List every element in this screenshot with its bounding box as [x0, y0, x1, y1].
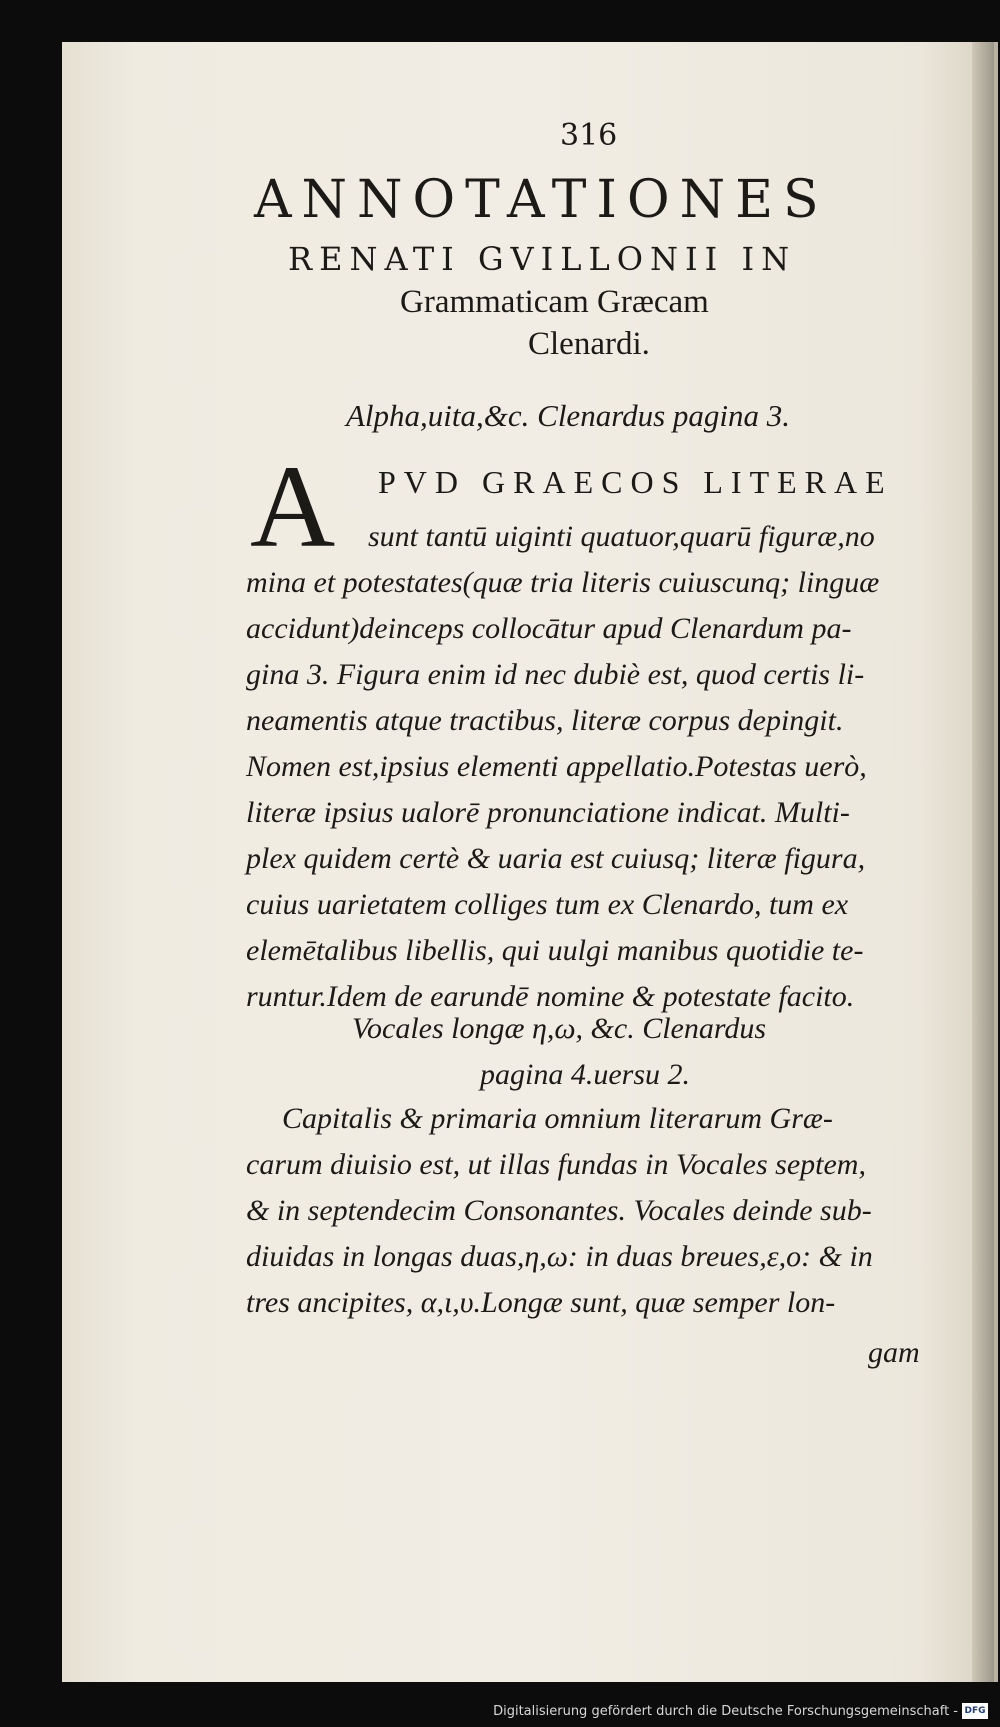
section2-line: carum diuisio est, ut illas fundas in Vocales septem,: [246, 1148, 866, 1181]
title-main: ANNOTATIONES: [254, 170, 829, 230]
section2-heading-line2: pagina 4.uersu 2.: [480, 1058, 690, 1091]
title-subject: Grammaticam Græcam: [400, 284, 709, 320]
footer-credit: Digitalisierung gefördert durch die Deutsche Forschungsgemeinschaft -: [493, 1704, 958, 1719]
section1-line: cuius uarietatem colliges tum ex Clenardo, tum ex: [246, 888, 849, 921]
title-name: Clenardi.: [528, 326, 650, 362]
section1-line: Nomen est,ipsius elementi appellatio.Potestas uerò,: [246, 750, 867, 783]
section2-line: Capitalis & primaria omnium literarum Græ-: [282, 1102, 833, 1135]
section2-line: tres ancipites, α,ι,υ.Longæ sunt, quæ semper lon-: [246, 1286, 836, 1319]
section1-line: accidunt)deinceps collocātur apud Clenardum pa-: [246, 612, 852, 645]
title-author: RENATI GVILLONII IN: [288, 240, 797, 278]
section2-line: diuidas in longas duas,η,ω: in duas breues,ε,ο: & in: [246, 1240, 873, 1273]
section1-line: plex quidem certè & uaria est cuiusq; literæ figura,: [246, 842, 866, 875]
footer-bar: [0, 1696, 1000, 1727]
section2-heading-line1: Vocales longæ η,ω, &c. Clenardus: [352, 1012, 767, 1045]
section1-heading: Alpha,uita,&c. Clenardus pagina 3.: [346, 398, 791, 433]
section1-first-line: PVD GRAECOS LITERAE: [378, 464, 893, 500]
drop-cap: A: [250, 441, 336, 572]
section1-line: literæ ipsius ualorē pronunciatione indicat. Multi-: [246, 796, 850, 829]
section2-line: & in septendecim Consonantes. Vocales deinde sub-: [246, 1194, 872, 1227]
section1-line: sunt tantū uiginti quatuor,quarū figuræ,no: [368, 520, 875, 553]
page-number: 316: [560, 118, 618, 153]
page-edge: [972, 42, 994, 1682]
dfg-logo: DFG: [962, 1703, 988, 1719]
section1-line: gina 3. Figura enim id nec dubiè est, quod certis li-: [246, 658, 865, 691]
section1-line: runtur.Idem de earundē nomine & potestate facito.: [246, 980, 855, 1013]
section1-line: neamentis atque tractibus, literæ corpus depingit.: [246, 704, 844, 737]
section1-line: mina et potestates(quæ tria literis cuiuscunq; linguæ: [246, 566, 880, 599]
catchword: gam: [868, 1336, 920, 1369]
section1-line: elemētalibus libellis, qui uulgi manibus quotidie te-: [246, 934, 864, 967]
